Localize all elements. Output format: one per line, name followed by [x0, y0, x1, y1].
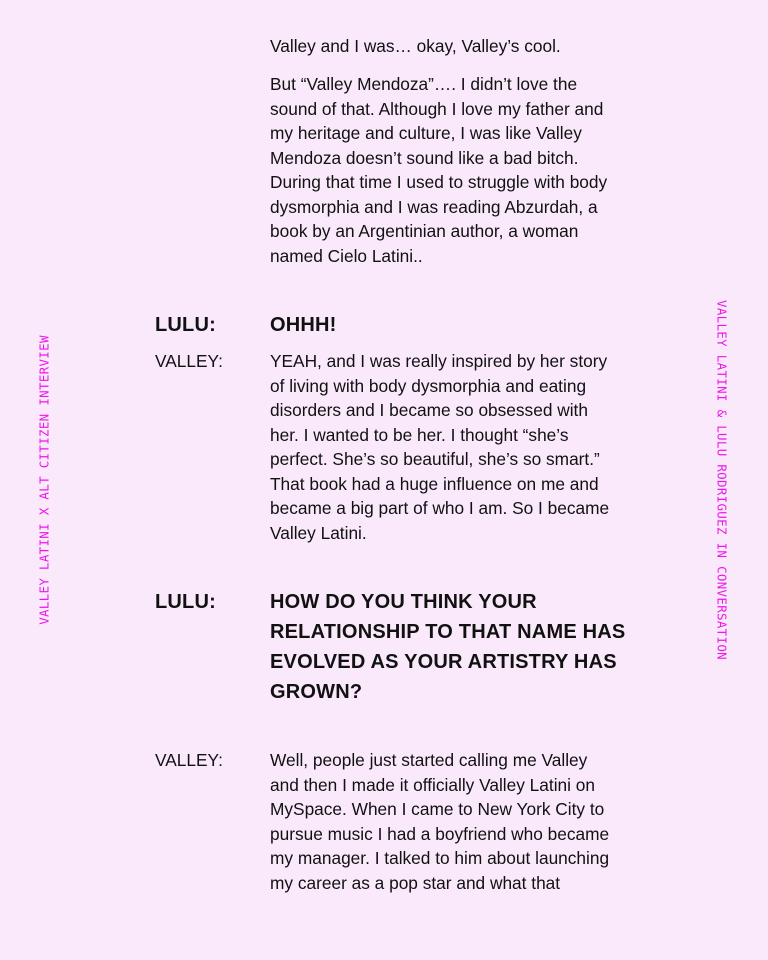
- question-ohhh: OHHH!: [270, 314, 337, 336]
- speaker-lulu: LULU:: [155, 591, 216, 613]
- answer-text: Well, people just started calling me Valley and then I made it officially Valley Latini on MySpace. When I came to New York City to pursue music I had a boyfriend who became my manager. I talked to him about launching my career as a pop star and what that: [270, 750, 610, 893]
- side-caption-left: VALLEY LATINI X ALT CITIZEN INTERVIEW: [36, 335, 52, 625]
- answer-text-paragraph: But “Valley Mendoza”…. I didn’t love the sound of that. Although I love my father and my heritage and culture, I was like Valley Mendoza doesn’t sound like a bad bitch. During that time I used to struggle with body dysmorphia and I was reading Abzurdah, a book by an Argentinian author, a woman named Cielo Latini..: [270, 74, 608, 266]
- side-caption-right: VALLEY LATINI & LULU RODRIGUEZ IN CONVERSATION: [714, 300, 730, 660]
- answer-text: YEAH, and I was really inspired by her story of living with body dysmorphia and eating disorders and I became so obsessed with her. I wanted to be her. I thought “she’s perfect. She’s so beautiful, she’s so smart.” That book had a huge influence on me and became a big part of who I am. So I became Valley Latini.: [270, 351, 610, 543]
- question-name-evolution: HOW DO YOU THINK YOUR RELATIONSHIP TO THAT NAME HAS EVOLVED AS YOUR ARTISTRY HAS GROWN?: [270, 591, 626, 703]
- speaker-valley: VALLEY:: [155, 351, 223, 371]
- answer-text-continued: Valley and I was… okay, Valley’s cool.: [270, 36, 561, 56]
- speaker-lulu: LULU:: [155, 314, 216, 336]
- speaker-valley: VALLEY:: [155, 750, 223, 770]
